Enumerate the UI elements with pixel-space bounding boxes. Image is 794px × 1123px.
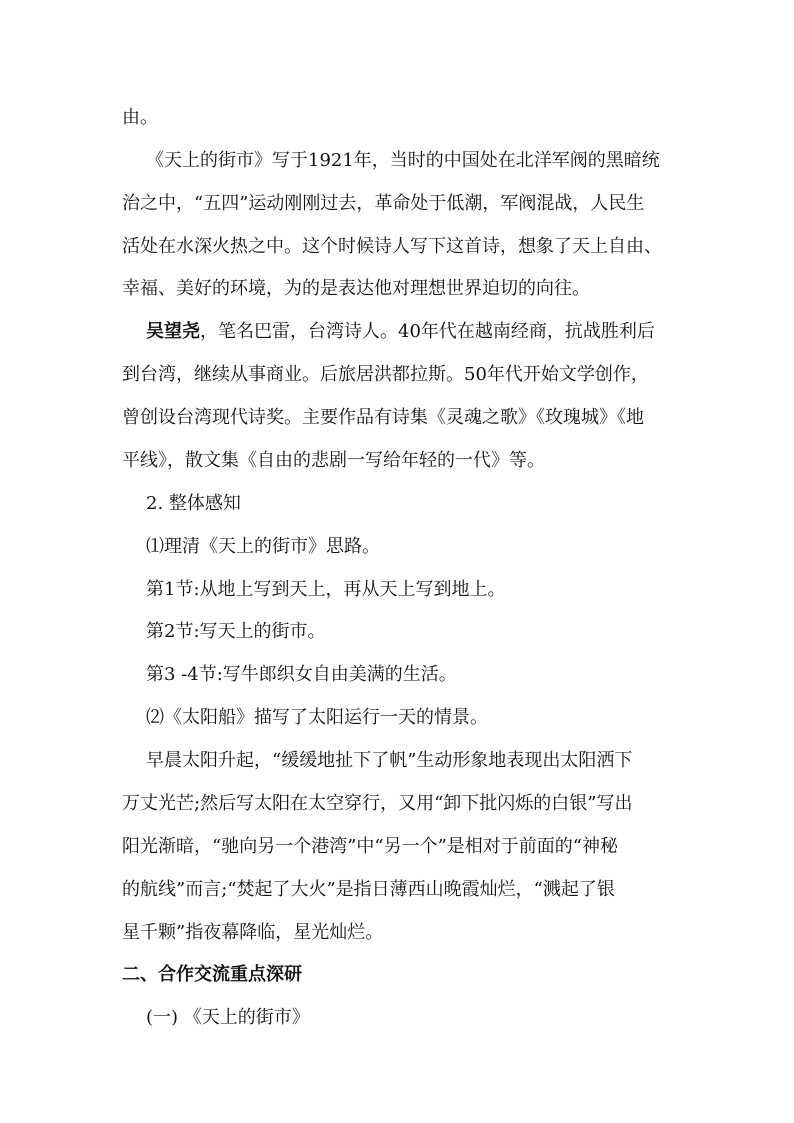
author-name: 吴望尧 xyxy=(146,321,200,342)
text-line: 幸福、美好的环境，为的是表达他对理想世界迫切的向往。 xyxy=(122,278,590,299)
text-line: 星千颗”指夜幕降临，星光灿烂。 xyxy=(122,922,384,943)
text-line: 的航线”而言;“焚起了大火”是指日薄西山晚霞灿烂，“溅起了银 xyxy=(122,879,615,900)
section-heading: 2. 整体感知 xyxy=(146,493,241,514)
text-line: 万丈光芒;然后写太阳在太空穿行，又用“卸下批闪烁的白银”写出 xyxy=(122,793,633,814)
text-line: 到台湾，继续从事商业。后旅居洪都拉斯。50年代开始文学创作， xyxy=(122,364,649,385)
text-line: 早晨太阳升起，“缓缓地扯下了帆”生动形象地表现出太阳洒下 xyxy=(146,750,633,771)
section-heading: 二、合作交流重点深研 xyxy=(122,964,302,985)
text-line: 治之中，“五四”运动刚刚过去，革命处于低潮，军阀混战，人民生 xyxy=(122,193,645,214)
text-line: ⑵《太阳船》描写了太阳运行一天的情景。 xyxy=(146,707,488,728)
text-line xyxy=(146,320,655,344)
text-line: 第2节:写天上的街市。 xyxy=(146,621,326,642)
author-intro: ，笔名巴雷，台湾诗人。40年代在越南经商，抗战胜利后 xyxy=(200,321,655,342)
text-line: 由。 xyxy=(122,107,158,128)
text-line: 曾创设台湾现代诗奖。主要作品有诗集《灵魂之歌》《玫瑰城》《地 xyxy=(122,407,644,428)
text-line: 平线》，散文集《自由的悲剧一写给年轻的一代》等。 xyxy=(122,450,545,471)
text-line: 活处在水深火热之中。这个时候诗人写下这首诗，想象了天上自由、 xyxy=(122,236,662,257)
sub-heading: (一) 《天上的街市》 xyxy=(146,1007,310,1028)
text-line: 第3 -4节:写牛郎织女自由美满的生活。 xyxy=(146,664,457,685)
text-line: 阳光渐暗，“驰向另一个港湾”中“另一个”是相对于前面的“神秘 xyxy=(122,836,619,857)
text-line: 《天上的街市》写于1921年，当时的中国处在北洋军阀的黑暗统 xyxy=(146,150,660,171)
text-line: 第1节:从地上写到天上，再从天上写到地上。 xyxy=(146,579,506,600)
text-line: ⑴理清《天上的街市》思路。 xyxy=(146,536,380,557)
